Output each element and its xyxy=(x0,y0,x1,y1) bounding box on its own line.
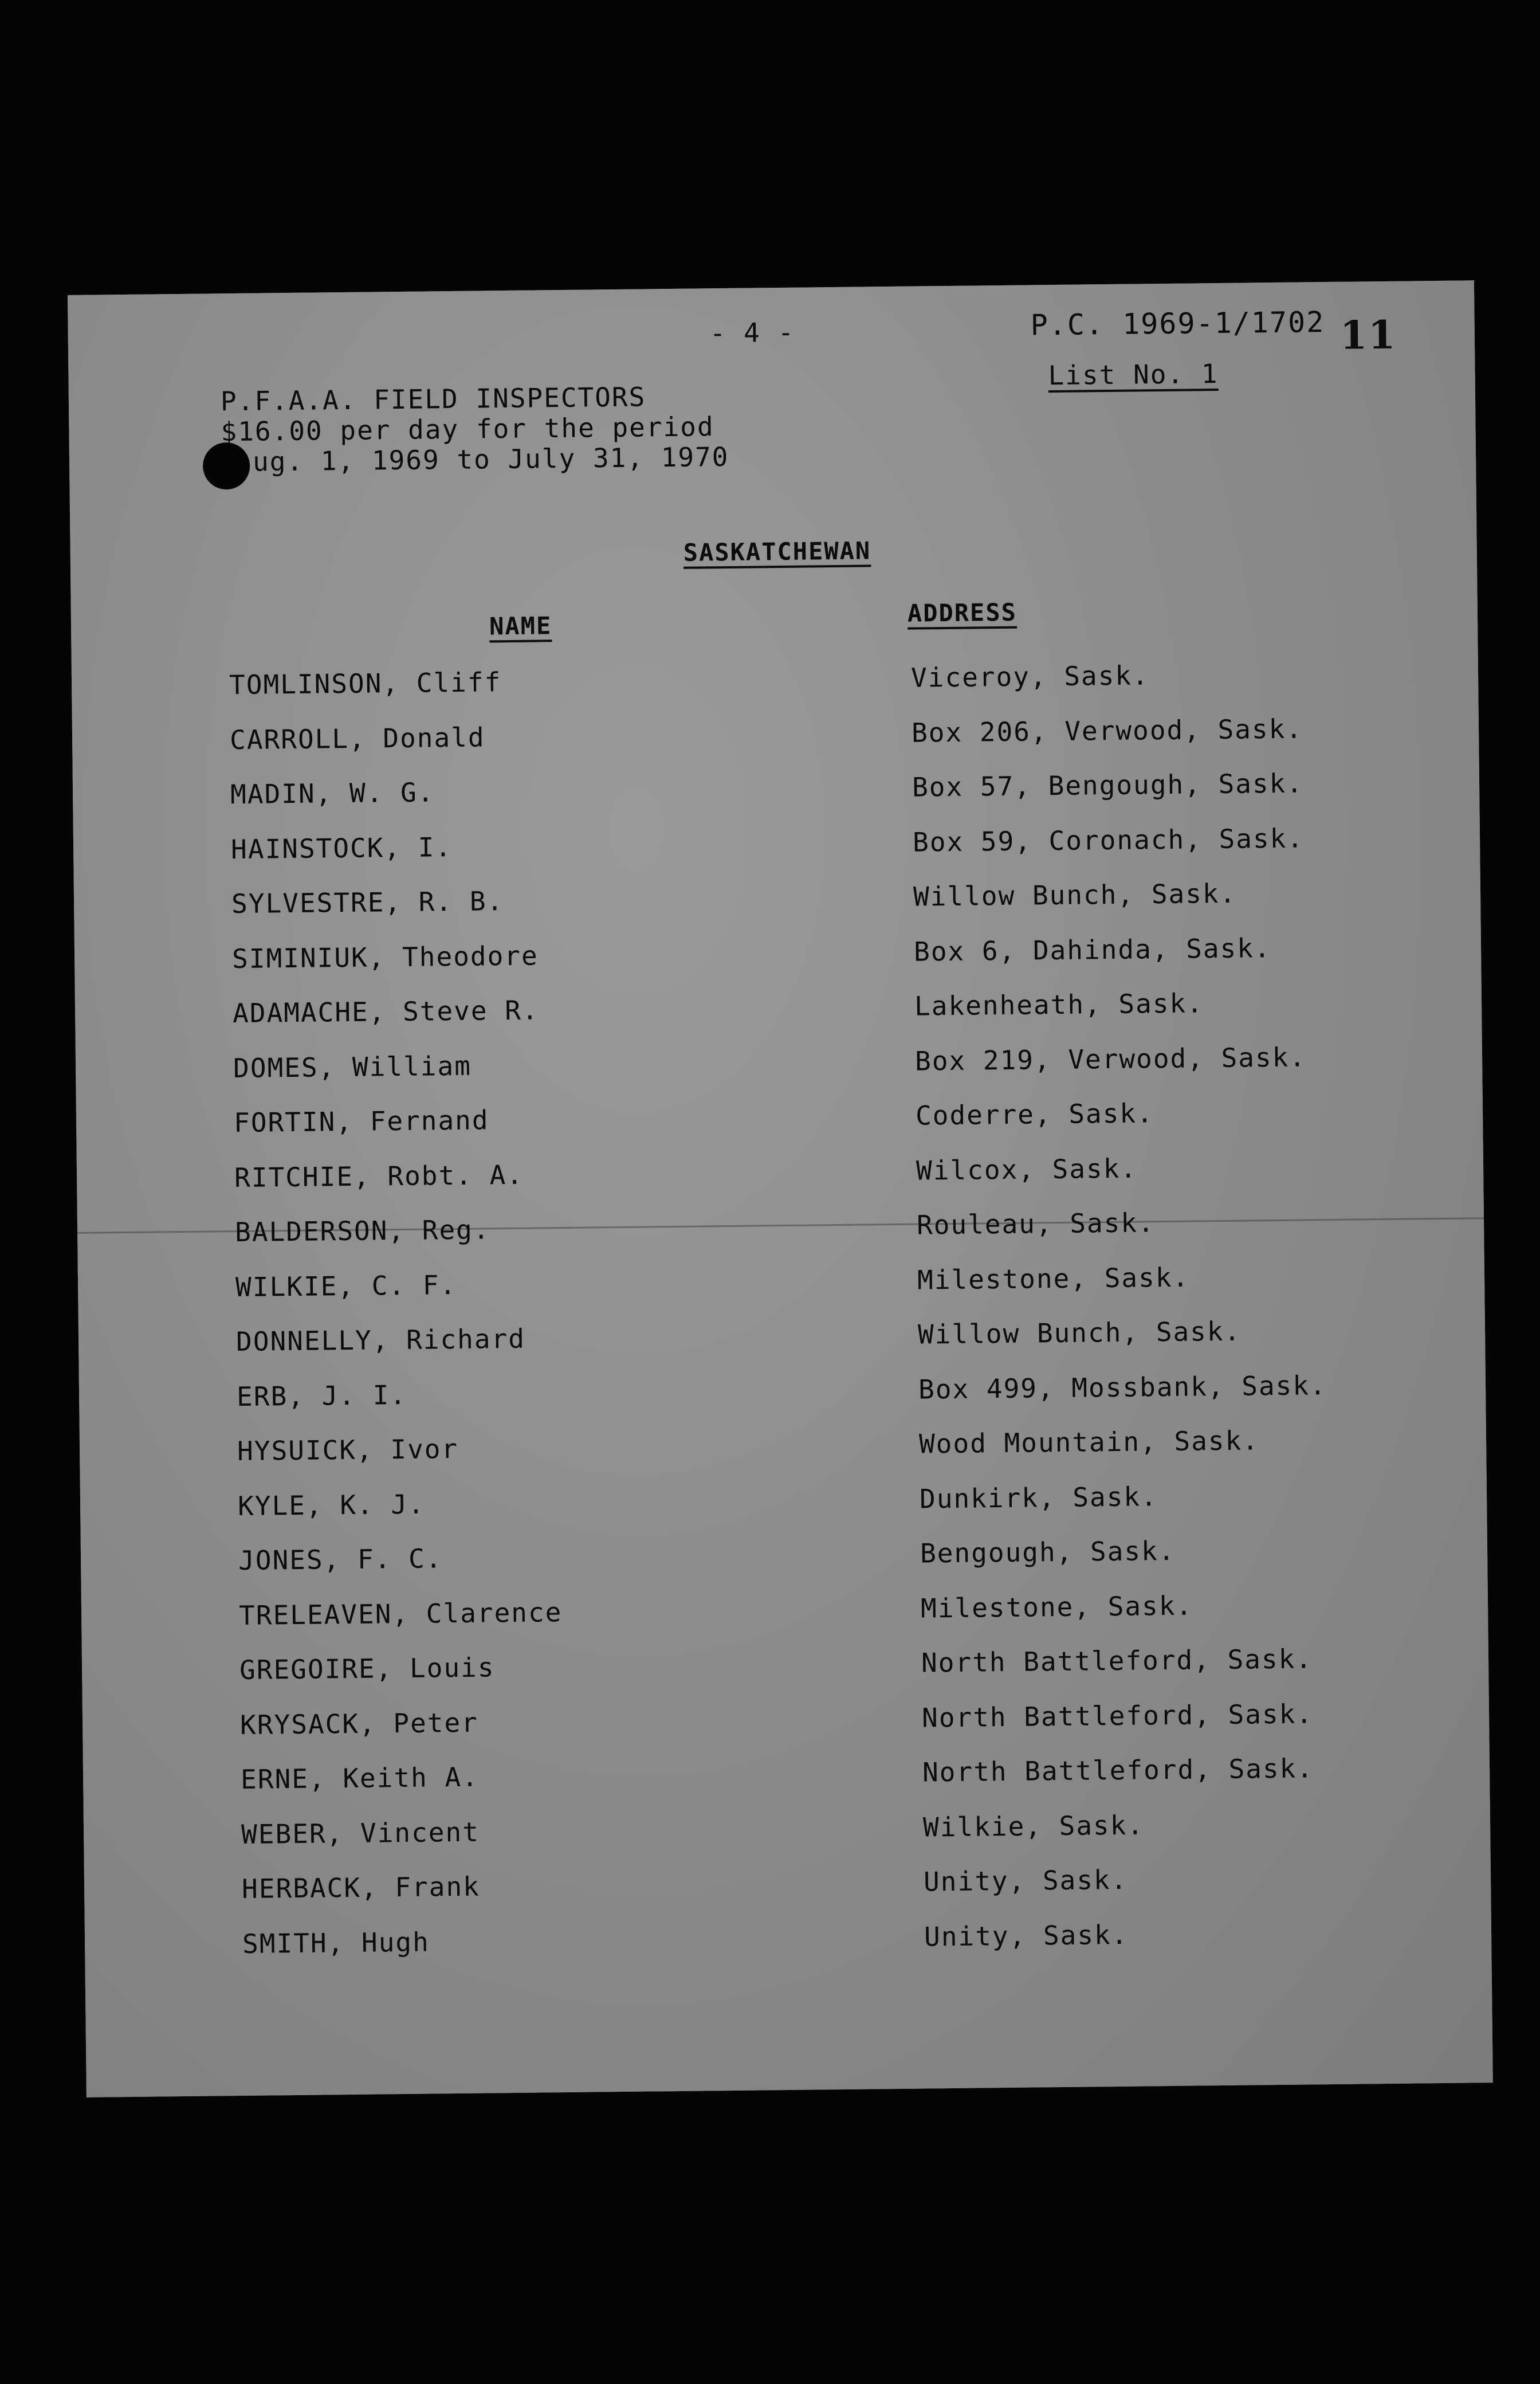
list-item xyxy=(75,987,1482,1036)
list-item xyxy=(80,1425,1486,1474)
inspector-name: MADIN, W. G. xyxy=(230,777,435,810)
inspector-address: Unity, Sask. xyxy=(923,1864,1128,1897)
list-item xyxy=(82,1644,1488,1693)
inspector-address: Wilkie, Sask. xyxy=(922,1809,1145,1843)
inspector-address: Box 219, Verwood, Sask. xyxy=(914,1041,1307,1077)
list-item xyxy=(78,1261,1484,1310)
header-line-1: P.F.A.A. FIELD INSPECTORS xyxy=(220,381,646,417)
inspector-name: GREGOIRE, Louis xyxy=(239,1652,495,1685)
inspector-address: Box 206, Verwood, Sask. xyxy=(911,712,1303,748)
list-item xyxy=(83,1753,1490,1802)
list-item xyxy=(84,1808,1490,1857)
inspector-name: SYLVESTRE, R. B. xyxy=(231,885,504,920)
list-item xyxy=(74,932,1481,982)
inspector-address: Wood Mountain, Sask. xyxy=(918,1425,1260,1460)
list-item xyxy=(82,1699,1489,1748)
inspector-address: Willow Bunch, Sask. xyxy=(917,1315,1242,1350)
list-item xyxy=(76,1042,1482,1091)
inspector-address: Unity, Sask. xyxy=(924,1919,1129,1952)
order-reference: P.C. 1969-1/1702 xyxy=(1030,305,1325,342)
inspector-address: North Battleford, Sask. xyxy=(921,1643,1313,1679)
inspector-address: Willow Bunch, Sask. xyxy=(913,877,1237,912)
inspector-name: BALDERSON, Reg. xyxy=(234,1214,490,1248)
list-item xyxy=(73,823,1480,872)
header-line-3: ug. 1, 1969 to July 31, 1970 xyxy=(252,441,729,477)
inspector-name: ERB, J. I. xyxy=(236,1379,407,1412)
inspector-name: HAINSTOCK, I. xyxy=(230,831,453,865)
page-number: - 4 - xyxy=(709,316,795,349)
list-item xyxy=(78,1315,1485,1364)
inspector-address: Box 499, Mossbank, Sask. xyxy=(918,1369,1327,1405)
list-item xyxy=(84,1862,1491,1912)
list-item xyxy=(81,1534,1487,1583)
ink-blot xyxy=(203,442,250,490)
list-item xyxy=(77,1206,1484,1255)
inspector-name: SIMINIUK, Theodore xyxy=(231,939,539,974)
inspector-address: Dunkirk, Sask. xyxy=(919,1480,1158,1515)
list-item xyxy=(74,877,1480,927)
inspector-name: HYSUICK, Ivor xyxy=(237,1433,459,1467)
inspector-name: TRELEAVEN, Clarence xyxy=(238,1596,563,1631)
inspector-address: Box 6, Dahinda, Sask. xyxy=(913,932,1271,967)
inspector-address: North Battleford, Sask. xyxy=(921,1697,1314,1734)
inspector-name: FORTIN, Fernand xyxy=(233,1104,489,1139)
list-item xyxy=(81,1589,1488,1638)
list-item xyxy=(73,768,1479,817)
inspector-name: KRYSACK, Peter xyxy=(239,1707,479,1740)
column-header-address: ADDRESS xyxy=(907,598,1017,628)
inspector-address: Milestone, Sask. xyxy=(920,1590,1193,1624)
inspector-address: Wilcox, Sask. xyxy=(916,1152,1138,1186)
inspector-address: Bengough, Sask. xyxy=(920,1535,1176,1569)
inspector-address: Coderre, Sask. xyxy=(915,1097,1154,1131)
inspector-address: Box 59, Coronach, Sask. xyxy=(912,822,1305,858)
inspector-name: TOMLINSON, Cliff xyxy=(229,666,502,701)
list-item xyxy=(85,1918,1491,1967)
inspector-name: RITCHIE, Robt. A. xyxy=(234,1159,524,1193)
inspector-name: WILKIE, C. F. xyxy=(235,1269,457,1303)
folio-number: 11 xyxy=(1339,312,1397,359)
inspector-name: JONES, F. C. xyxy=(238,1543,443,1576)
section-title: SASKATCHEWAN xyxy=(683,536,871,567)
list-item xyxy=(76,1096,1483,1146)
header-line-2: $16.00 per day for the period xyxy=(221,411,714,448)
document-page xyxy=(68,280,1493,2097)
inspector-name: CARROLL, Donald xyxy=(229,721,485,755)
inspector-name: DONNELLY, Richard xyxy=(235,1323,526,1358)
inspector-address: Lakenheath, Sask. xyxy=(914,987,1204,1022)
column-header-name: NAME xyxy=(489,611,552,641)
inspector-address: Milestone, Sask. xyxy=(917,1261,1190,1296)
list-item xyxy=(77,1151,1483,1201)
inspector-address: North Battleford, Sask. xyxy=(922,1752,1314,1788)
list-item xyxy=(72,658,1478,708)
inspector-name: KYLE, K. J. xyxy=(237,1488,426,1522)
inspector-name: WEBER, Vincent xyxy=(241,1816,480,1850)
inspector-address: Viceroy, Sask. xyxy=(910,660,1150,693)
list-item xyxy=(79,1370,1486,1420)
list-item xyxy=(80,1480,1487,1529)
list-number: List No. 1 xyxy=(1048,358,1219,391)
inspector-name: HERBACK, Frank xyxy=(241,1871,481,1904)
inspector-name: DOMES, William xyxy=(233,1050,472,1084)
inspector-name: SMITH, Hugh xyxy=(242,1926,430,1959)
inspector-name: ERNE, Keith A. xyxy=(240,1761,480,1795)
inspector-address: Box 57, Bengough, Sask. xyxy=(912,767,1304,803)
inspector-name: ADAMACHE, Steve R. xyxy=(232,994,539,1029)
list-item xyxy=(72,713,1479,763)
inspector-address: Rouleau, Sask. xyxy=(916,1207,1156,1241)
